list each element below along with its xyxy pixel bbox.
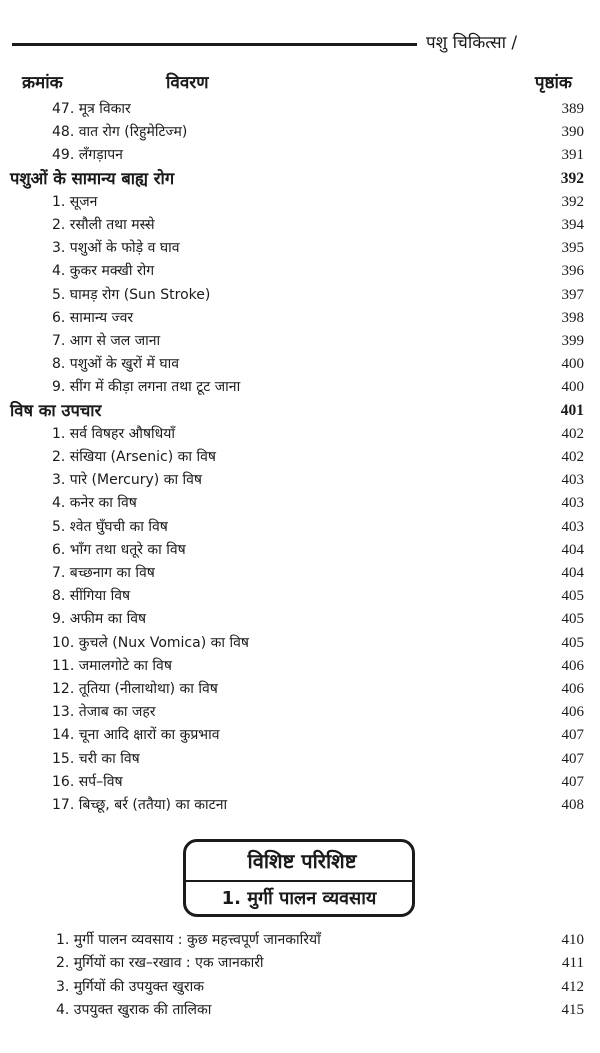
appendix-heading-box — [183, 839, 415, 917]
entry-title: 8. सींगिया विष — [52, 588, 131, 605]
page-number: 404 — [561, 541, 584, 558]
entry-title: 2. रसौली तथा मस्से — [52, 217, 155, 233]
toc-row — [0, 608, 600, 631]
page-number: 405 — [561, 634, 584, 651]
toc-section-row — [0, 168, 600, 191]
page-number: 412 — [561, 978, 584, 995]
toc-row — [0, 748, 600, 771]
toc-section-row — [0, 400, 600, 423]
page-number: 392 — [561, 193, 584, 210]
entry-title: 13. तेजाब का जहर — [52, 704, 156, 721]
page-number: 396 — [561, 263, 584, 280]
toc-row — [0, 446, 600, 469]
toc-row — [0, 260, 600, 283]
toc-row — [0, 144, 600, 167]
toc-row — [0, 492, 600, 515]
entry-title: 17. बिच्छू, बर्र (ततैया) का काटना — [52, 797, 228, 813]
page-number: 405 — [561, 588, 584, 605]
entry-title: 2. संखिया (Arsenic) का विष — [52, 449, 216, 465]
page-number: 406 — [561, 657, 584, 674]
page-number: 403 — [561, 495, 584, 512]
toc-row — [0, 562, 600, 585]
page-number: 403 — [561, 518, 584, 535]
page-number: 407 — [561, 727, 584, 744]
page-number: 405 — [561, 611, 584, 628]
page-number: 411 — [562, 955, 584, 972]
entry-title: 5. श्वेत घुँघची का विष — [52, 518, 168, 535]
appendix-row — [0, 952, 600, 975]
page-number: 390 — [561, 124, 584, 141]
toc-row — [0, 214, 600, 237]
entry-title: 1. सूजन — [52, 193, 98, 210]
entry-title: 4. उपयुक्त खुराक की तालिका — [56, 1001, 212, 1018]
page-number: 408 — [561, 797, 584, 813]
toc-row — [0, 284, 600, 307]
entry-title: 1. मुर्गी पालन व्यवसाय : कुछ महत्त्वपूर्ण जानकारियाँ — [56, 932, 321, 948]
page-number: 394 — [561, 217, 584, 233]
entry-title: 12. तूतिया (नीलाथोथा) का विष — [52, 681, 218, 697]
section-title: पशुओं के सामान्य बाह्य रोग — [10, 168, 175, 188]
toc-row — [0, 771, 600, 794]
toc-row — [0, 237, 600, 260]
toc-row — [0, 121, 600, 144]
entry-title: 4. कनेर का विष — [52, 495, 137, 512]
page-number: 402 — [561, 449, 584, 465]
entry-title: 9. सींग में कीड़ा लगना तथा टूट जाना — [52, 379, 241, 396]
page-number: 400 — [561, 379, 584, 396]
toc-row — [0, 516, 600, 539]
toc-row — [0, 191, 600, 214]
entry-title: 5. घामड़ रोग (Sun Stroke) — [52, 286, 211, 303]
appendix-row — [0, 976, 600, 999]
toc-row — [0, 632, 600, 655]
toc-row — [0, 724, 600, 747]
entry-title: 10. कुचले (Nux Vomica) का विष — [52, 634, 249, 651]
toc-row — [0, 353, 600, 376]
entry-title: 1. सर्व विषहर औषधियाँ — [52, 425, 176, 442]
section-title: विष का उपचार — [10, 400, 102, 420]
column-serial: क्रमांक — [22, 73, 63, 93]
toc-row — [0, 98, 600, 121]
page-number: 407 — [561, 773, 584, 790]
entry-title: 6. भाँग तथा धतूरे का विष — [52, 541, 186, 558]
page-number: 398 — [561, 309, 584, 326]
toc-row — [0, 655, 600, 678]
entry-title: 16. सर्प–विष — [52, 773, 123, 790]
page-number: 415 — [561, 1001, 584, 1018]
page-number: 391 — [561, 147, 584, 164]
appendix-subtitle: 1. मुर्गी पालन व्यवसाय — [221, 888, 377, 909]
appendix-divider — [186, 880, 412, 882]
entry-title: 2. मुर्गियों का रख–रखाव : एक जानकारी — [56, 955, 264, 972]
page-number: 389 — [561, 101, 584, 117]
page-number: 400 — [561, 356, 584, 373]
entry-title: 14. चूना आदि क्षारों का कुप्रभाव — [52, 727, 220, 744]
toc-row — [0, 585, 600, 608]
entry-title: 11. जमालगोटे का विष — [52, 657, 172, 674]
entry-title: 3. पशुओं के फोड़े व घाव — [52, 240, 180, 257]
toc-row — [0, 376, 600, 399]
page-number: 395 — [561, 240, 584, 257]
toc-row — [0, 469, 600, 492]
appendix-row — [0, 929, 600, 952]
entry-title: 6. सामान्य ज्वर — [52, 309, 134, 326]
page-number: 403 — [561, 472, 584, 489]
running-header: पशु चिकित्सा / — [426, 33, 518, 53]
page-number: 392 — [560, 169, 584, 187]
page-number: 397 — [561, 286, 584, 303]
header-rule — [12, 43, 417, 46]
appendix-row — [0, 999, 600, 1022]
page-number: 402 — [561, 425, 584, 442]
page-number: 399 — [561, 333, 584, 349]
toc-row — [0, 678, 600, 701]
entry-title: 8. पशुओं के खुरों में घाव — [52, 356, 180, 373]
page-number: 404 — [561, 565, 584, 581]
entry-title: 9. अफीम का विष — [52, 611, 147, 628]
entry-title: 47. मूत्र विकार — [52, 101, 131, 117]
page-number: 407 — [561, 750, 584, 767]
entry-title: 49. लँगड़ापन — [52, 147, 123, 164]
column-description: विवरण — [166, 73, 209, 93]
page-number: 406 — [561, 704, 584, 721]
appendix-title: विशिष्ट परिशिष्ट — [247, 849, 357, 873]
entry-title: 7. आग से जल जाना — [52, 333, 161, 349]
entry-title: 3. मुर्गियों की उपयुक्त खुराक — [56, 978, 204, 995]
toc-row — [0, 307, 600, 330]
page-number: 410 — [561, 932, 584, 948]
entry-title: 7. बच्छनाग का विष — [52, 565, 155, 581]
entry-title: 48. वात रोग (रिहुमेटिज्म) — [52, 124, 188, 141]
column-page: पृष्ठांक — [534, 73, 572, 93]
entry-title: 4. कुकर मक्खी रोग — [52, 263, 155, 280]
toc-row — [0, 423, 600, 446]
toc-row — [0, 701, 600, 724]
entry-title: 15. चरी का विष — [52, 750, 140, 767]
toc-row — [0, 330, 600, 353]
toc-row — [0, 539, 600, 562]
entry-title: 3. पारे (Mercury) का विष — [52, 472, 203, 489]
toc-row — [0, 794, 600, 817]
page-number: 406 — [561, 681, 584, 697]
page-number: 401 — [560, 401, 584, 419]
